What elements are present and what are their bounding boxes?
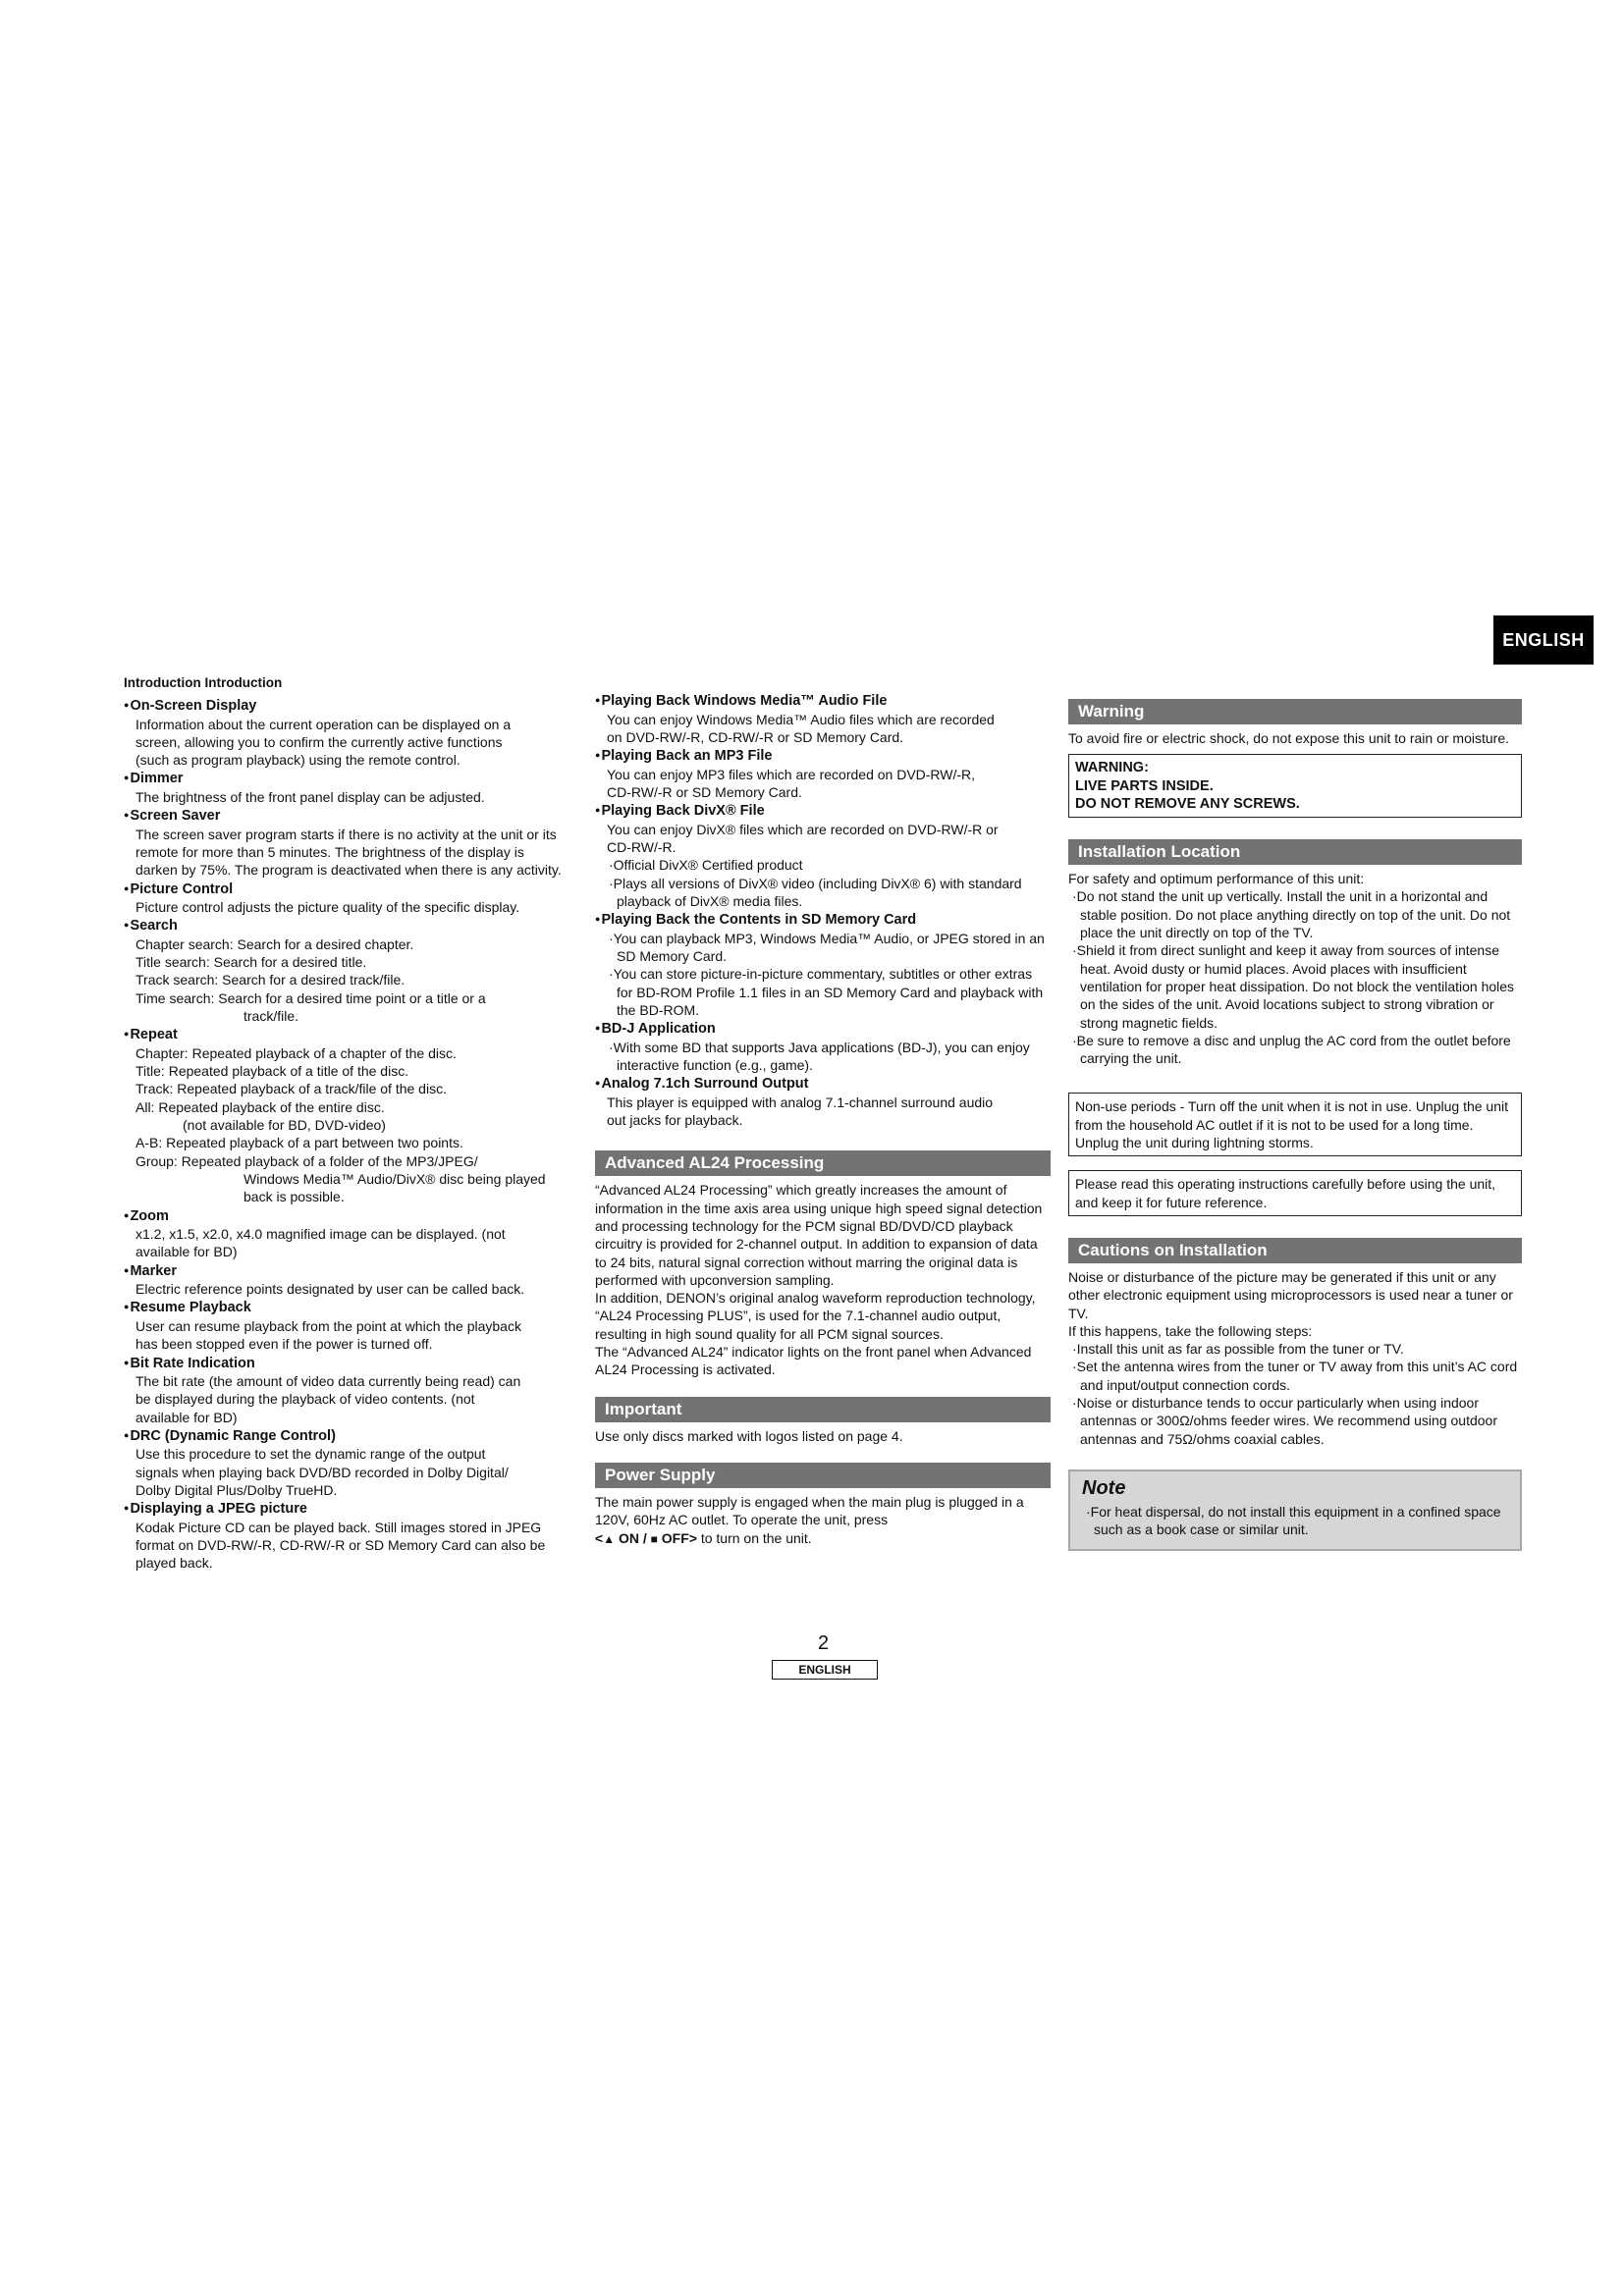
warning-box-line: LIVE PARTS INSIDE.	[1075, 777, 1214, 794]
feature-line: x1.2, x1.5, x2.0, x4.0 magnified image can be displayed. (not	[135, 1226, 506, 1243]
feature-item	[595, 746, 1051, 801]
features-column-2	[595, 691, 1051, 1548]
read-instructions-box: Please read this operating instructions carefully before using the unit, and keep it for future reference.	[1068, 1170, 1522, 1216]
feature-line: on DVD-RW/-R, CD-RW/-R or SD Memory Card.	[607, 728, 904, 745]
feature-line: darken by 75%. The program is deactivated when there is any activity.	[135, 862, 562, 879]
feature-line: Information about the current operation can be displayed on a	[135, 716, 512, 732]
feature-line: The screen saver program starts if there is no activity at the unit or its	[135, 826, 557, 842]
al24-paragraph: “Advanced AL24 Processing” which greatly increases the amount of information in the time axis area using unique high speed signal detection and processing technology for the PCM signal BD/DVD/CD playback circuitry is provided for 2-channel output. In addition to expansion of data to 24 bits, natural signal correction without marring the original data is performed with upconversion sampling.	[595, 1182, 1043, 1288]
feature-line: You can enjoy MP3 files which are recorded on DVD-RW/-R,	[607, 766, 976, 782]
cautions-paragraph: Noise or disturbance of the picture may be generated if this unit or any other electronic equipment using microprocessors is used near a tuner or TV.	[1068, 1268, 1513, 1321]
feature-line: track/file.	[244, 1008, 299, 1025]
feature-list	[595, 691, 1051, 1129]
feature-item	[595, 1074, 1051, 1129]
feature-item	[595, 910, 1051, 1019]
installation-bullet: · Be sure to remove a disc and unplug the AC cord from the outlet before carrying the unit.	[1068, 1032, 1522, 1068]
feature-line: screen, allowing you to confirm the currently active functions	[135, 733, 503, 750]
feature-title: ● Displaying a JPEG picture	[124, 1499, 577, 1519]
feature-line: Kodak Picture CD can be played back. Still images stored in JPEG	[135, 1519, 542, 1535]
breadcrumb: Introduction Introduction	[124, 675, 283, 690]
cautions-bullet: · Noise or disturbance tends to occur particularly when using indoor antennas or 300Ω/ohms feeder wires. We recommend using outdoor antennas and 75Ω/ohms coaxial cables.	[1068, 1394, 1522, 1448]
feature-title: ● Search	[124, 916, 577, 935]
feature-title: ● Dimmer	[124, 769, 577, 788]
feature-item	[124, 696, 577, 769]
feature-item	[595, 1019, 1051, 1074]
al24-paragraph: In addition, DENON’s original analog waveform reproduction technology, “AL24 Processing PLUS”, is used for the 7.1-channel audio output, resulting in high sound quality for all PCM signal sources.	[595, 1290, 1036, 1342]
feature-line: CD-RW/-R or SD Memory Card.	[607, 783, 802, 800]
feature-line: remote for more than 5 minutes. The brightness of the display is	[135, 843, 524, 860]
feature-line: (such as program playback) using the remote control.	[135, 752, 460, 769]
section-heading-installation-location: Installation Location	[1068, 839, 1522, 865]
non-use-periods-box: Non-use periods - Turn off the unit when it is not in use. Unplug the unit from the household AC outlet if it is not to be used for a long time. Unplug the unit during lightning storms.	[1068, 1093, 1522, 1156]
section-heading-warning: Warning	[1068, 699, 1522, 724]
feature-line: This player is equipped with analog 7.1-channel surround audio	[607, 1094, 994, 1110]
feature-line: All: Repeated playback of the entire disc.	[135, 1098, 385, 1115]
warning-box	[1068, 754, 1522, 818]
feature-title: ● Bit Rate Indication	[124, 1354, 577, 1373]
feature-title: ● Resume Playback	[124, 1298, 577, 1317]
feature-line: You can enjoy Windows Media™ Audio files which are recorded	[607, 711, 995, 727]
warning-box-line: DO NOT REMOVE ANY SCREWS.	[1075, 795, 1300, 812]
feature-title: ● Marker	[124, 1261, 577, 1281]
feature-item	[595, 691, 1051, 746]
feature-bullet: · You can playback MP3, Windows Media™ Audio, or JPEG stored in an SD Memory Card.	[607, 930, 1051, 966]
standby-icon: ■	[650, 1531, 658, 1546]
feature-title: ● Playing Back an MP3 File	[595, 746, 1051, 766]
section-heading-important: Important	[595, 1397, 1051, 1422]
feature-title: ● Playing Back DivX® File	[595, 801, 1051, 821]
feature-line: The bit rate (the amount of video data currently being read) can	[135, 1373, 521, 1390]
section-heading-al24: Advanced AL24 Processing	[595, 1150, 1051, 1176]
power-supply-text	[595, 1493, 1051, 1548]
feature-title: ● Playing Back Windows Media™ Audio File	[595, 691, 1051, 711]
on-label: ON /	[618, 1529, 647, 1546]
al24-paragraph: The “Advanced AL24” indicator lights on the front panel when Advanced AL24 Processing is activated.	[595, 1344, 1032, 1378]
feature-title: ● Screen Saver	[124, 806, 577, 826]
feature-item	[124, 1354, 577, 1426]
feature-line: back is possible.	[244, 1189, 345, 1205]
feature-line: The brightness of the front panel display can be adjusted.	[135, 788, 485, 805]
feature-line: You can enjoy DivX® files which are recorded on DVD-RW/-R or	[607, 821, 999, 837]
feature-line: out jacks for playback.	[607, 1112, 743, 1129]
feature-item	[124, 1499, 577, 1572]
feature-item	[124, 1426, 577, 1499]
feature-item	[124, 1025, 577, 1205]
feature-title: ● Analog 7.1ch Surround Output	[595, 1074, 1051, 1094]
language-tab: ENGLISH	[1493, 615, 1594, 665]
feature-bullet: · Plays all versions of DivX® video (including DivX® 6) with standard playback of DivX® media files.	[607, 875, 1051, 911]
feature-title: ● Repeat	[124, 1025, 577, 1044]
feature-line: format on DVD-RW/-R, CD-RW/-R or SD Memory Card can also be	[135, 1537, 546, 1554]
installation-intro: For safety and optimum performance of this unit:	[1068, 871, 1365, 887]
feature-line: Title search: Search for a desired title.	[135, 954, 367, 971]
feature-item	[124, 880, 577, 917]
feature-line: User can resume playback from the point at which the playback	[135, 1317, 521, 1334]
note-bullet: · For heat dispersal, do not install this equipment in a confined space such as a book case or similar unit.	[1082, 1503, 1508, 1539]
feature-bullet: · Official DivX® Certified product	[607, 856, 1051, 874]
feature-line: Picture control adjusts the picture quality of the specific display.	[135, 899, 520, 916]
feature-line: Chapter search: Search for a desired chapter.	[135, 935, 414, 952]
feature-line: Dolby Digital Plus/Dolby TrueHD.	[135, 1482, 338, 1498]
feature-line: A-B: Repeated playback of a part between two points.	[135, 1135, 463, 1151]
installation-bullet: · Do not stand the unit up vertically. Install the unit in a horizontal and stable position. Do not place anything directly on top of the unit. Do not place the unit directly on top of the TV.	[1068, 887, 1522, 941]
feature-bullet: · With some BD that supports Java applications (BD-J), you can enjoy interactive function (e.g., game).	[607, 1039, 1051, 1075]
features-column-1	[124, 675, 577, 1573]
section-heading-cautions: Cautions on Installation	[1068, 1238, 1522, 1263]
feature-title: ● DRC (Dynamic Range Control)	[124, 1426, 577, 1446]
feature-title: ● Playing Back the Contents in SD Memory Card	[595, 910, 1051, 930]
cautions-paragraph: If this happens, take the following steps:	[1068, 1322, 1313, 1339]
feature-line: Title: Repeated playback of a title of the disc.	[135, 1063, 409, 1080]
feature-item	[124, 1261, 577, 1299]
feature-list	[124, 696, 577, 1573]
installation-bullet: · Shield it from direct sunlight and keep it away from sources of intense heat. Avoid dusty or humid places. Avoid places with insufficient ventilation for proper heat dissipation. Do not block the ventilation holes on the sides of the unit. Avoid locations subject to strong vibration or strong magnetic fields.	[1068, 941, 1522, 1031]
feature-line: Chapter: Repeated playback of a chapter of the disc.	[135, 1044, 457, 1061]
feature-title: ● Picture Control	[124, 880, 577, 899]
feature-line: Group: Repeated playback of a folder of the MP3/JPEG/	[135, 1152, 478, 1169]
feature-line: Use this procedure to set the dynamic range of the output	[135, 1446, 486, 1463]
footer-language-tab: ENGLISH	[772, 1660, 878, 1680]
warning-text: To avoid fire or electric shock, do not expose this unit to rain or moisture.	[1068, 730, 1509, 746]
power-supply-sentence: The main power supply is engaged when the main plug is plugged in a 120V, 60Hz AC outlet. To operate the unit, press	[595, 1493, 1024, 1528]
important-text: Use only discs marked with logos listed on page 4.	[595, 1427, 903, 1444]
feature-item	[124, 1298, 577, 1353]
page-number: 2	[818, 1632, 830, 1654]
section-heading-power-supply: Power Supply	[595, 1463, 1051, 1488]
safety-column	[1068, 699, 1522, 1551]
feature-item	[124, 806, 577, 879]
feature-line: Time search: Search for a desired time point or a title or a	[135, 989, 486, 1006]
cautions-bullet: · Set the antenna wires from the tuner or TV away from this unit’s AC cord and input/output connection cords.	[1068, 1358, 1522, 1394]
feature-line: has been stopped even if the power is turned off.	[135, 1336, 433, 1353]
feature-title: ● On-Screen Display	[124, 696, 577, 716]
feature-item	[124, 769, 577, 806]
feature-line: Electric reference points designated by user can be called back.	[135, 1281, 525, 1298]
on-icon: ▲	[603, 1531, 616, 1546]
feature-line: available for BD)	[135, 1409, 238, 1425]
warning-box-line: WARNING:	[1075, 760, 1149, 776]
feature-bullet: · You can store picture-in-picture commentary, subtitles or other extras for BD-ROM Profile 1.1 files in an SD Memory Card and playback with the BD-ROM.	[607, 965, 1051, 1019]
feature-line: signals when playing back DVD/BD recorded in Dolby Digital/	[135, 1464, 509, 1480]
feature-item	[595, 801, 1051, 910]
cautions-bullet: · Install this unit as far as possible from the tuner or TV.	[1068, 1340, 1522, 1358]
power-supply-tail: to turn on the unit.	[696, 1529, 812, 1546]
feature-line: Windows Media™ Audio/DivX® disc being played	[244, 1170, 546, 1187]
less-than-glyph: <	[595, 1529, 604, 1546]
feature-title: ● BD-J Application	[595, 1019, 1051, 1039]
feature-line: CD-RW/-R.	[607, 838, 677, 855]
feature-line: Track search: Search for a desired track/file.	[135, 972, 406, 988]
feature-line: available for BD)	[135, 1244, 238, 1260]
feature-item	[124, 1206, 577, 1261]
feature-title: ● Zoom	[124, 1206, 577, 1226]
feature-line: (not available for BD, DVD-video)	[183, 1117, 386, 1134]
note-title: Note	[1082, 1476, 1126, 1499]
feature-line: be displayed during the playback of video contents. (not	[135, 1391, 475, 1408]
feature-item	[124, 916, 577, 1025]
feature-line: Track: Repeated playback of a track/file of the disc.	[135, 1081, 447, 1097]
feature-line: played back.	[135, 1555, 213, 1572]
off-label: OFF>	[661, 1529, 697, 1546]
note-box	[1068, 1469, 1522, 1551]
